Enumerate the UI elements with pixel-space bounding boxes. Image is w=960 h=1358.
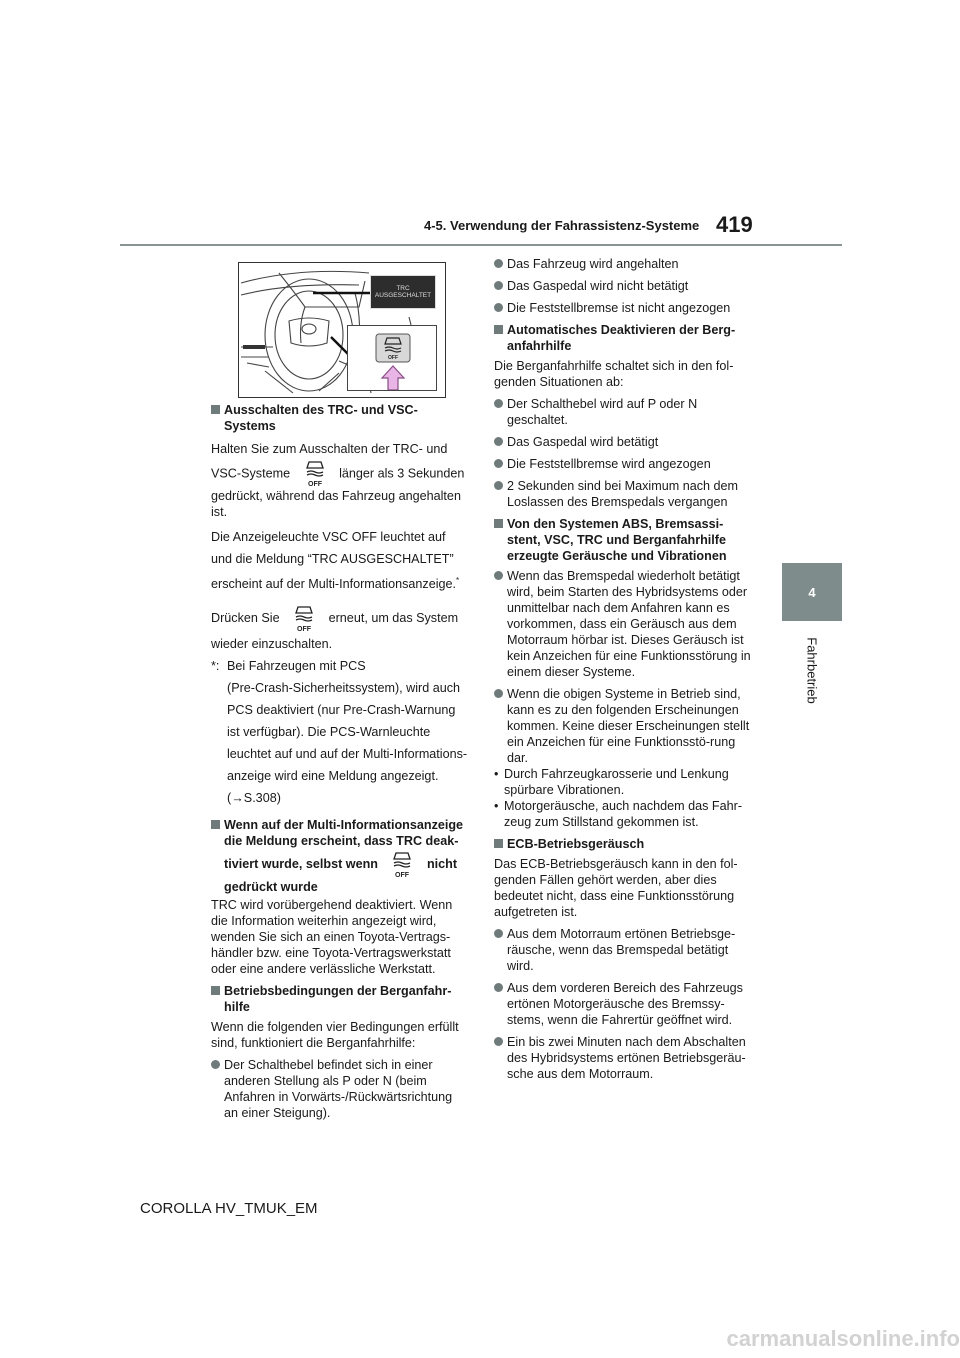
header-divider bbox=[120, 244, 842, 246]
svg-text:OFF: OFF bbox=[297, 625, 312, 633]
round-bullet-icon bbox=[494, 281, 503, 290]
list-item: Das Fahrzeug wird angehalten bbox=[494, 256, 754, 272]
paragraph: Drücken Sie OFF erneut, um das System bbox=[211, 603, 469, 633]
footer-model-code: COROLLA HV_TMUK_EM bbox=[140, 1200, 318, 1217]
square-bullet-icon bbox=[211, 405, 220, 414]
section-heading: Automatisches Deaktivieren der Berg-anfahrhilfe bbox=[494, 322, 754, 354]
paragraph: und die Meldung “TRC AUSGESCHALTET” bbox=[211, 552, 454, 566]
dashboard-illustration bbox=[238, 262, 446, 398]
list-item: Ein bis zwei Minuten nach dem Abschalten des Hybridsystems ertönen Betriebsgeräu-sche aus dem Motorraum. bbox=[494, 1034, 754, 1082]
square-bullet-icon bbox=[494, 325, 503, 334]
round-bullet-icon bbox=[211, 1060, 220, 1069]
round-bullet-icon bbox=[494, 929, 503, 938]
chapter-number: 4 bbox=[808, 584, 816, 600]
paragraph: Halten Sie zum Ausschalten der TRC- und bbox=[211, 442, 448, 456]
paragraph: VSC-Systeme OFF länger als 3 Sekunden bbox=[211, 460, 469, 488]
section-title: 4-5. Verwendung der Fahrassistenz-Systeme bbox=[424, 218, 700, 233]
chapter-label-text: Fahrbetrieb bbox=[804, 636, 820, 704]
section-heading: Betriebsbedingungen der Berganfahr-hilfe bbox=[211, 983, 469, 1015]
round-bullet-icon bbox=[494, 689, 503, 698]
paragraph: Die Berganfahrhilfe schaltet sich in den fol-genden Situationen ab: bbox=[494, 359, 734, 389]
footnote-lines: Bei Fahrzeugen mit PCS (Pre-Crash-Sicherheitssystem), wird auch PCS deaktiviert (nur Pre-Crash-Warnung ist verfügbar). Die PCS-Warnleuchte leuchtet auf und auf der Multi-Informations- anzeige wird eine Meldung angezeigt. (→S.308) bbox=[227, 655, 467, 809]
list-item: Die Feststellbremse ist nicht angezogen bbox=[494, 300, 754, 316]
paragraph: erscheint auf der Multi-Informationsanzeige.* bbox=[211, 576, 460, 592]
list-item: 2 Sekunden sind bei Maximum nach dem Loslassen des Bremspedals vergangen bbox=[494, 478, 754, 510]
section-heading-continued: gedrückt wurde bbox=[224, 880, 318, 895]
vsc-off-icon bbox=[387, 851, 417, 879]
page-number: 419 bbox=[716, 212, 753, 237]
switch-closeup-drawing bbox=[348, 326, 436, 390]
page-reference-link[interactable]: (→S.308) bbox=[227, 791, 281, 806]
left-column bbox=[211, 402, 469, 1127]
round-bullet-icon bbox=[494, 303, 503, 312]
vsc-off-icon bbox=[300, 460, 330, 488]
paragraph: Wenn die folgenden vier Bedingungen erfüllt sind, funktioniert die Berganfahrhilfe: bbox=[211, 1020, 459, 1051]
svg-text:OFF: OFF bbox=[307, 481, 322, 488]
sub-list-item: • Motorgeräusche, auch nachdem das Fahr-zeug zum Stillstand gekommen ist. bbox=[494, 799, 743, 829]
section-heading: Von den Systemen ABS, Bremsassi-stent, VSC, TRC und Berganfahrhilfe erzeugte Geräusche und Vibrationen bbox=[494, 516, 754, 564]
paragraph: TRC wird vorübergehend deaktiviert. Wenn die Information weiterhin angezeigt wird, wenden Sie sich an einen Toyota-Vertrags-händler bzw. eine Toyota-Vertragswerkstatt oder eine andere verlässliche Werkstatt. bbox=[211, 898, 453, 977]
list-item: Aus dem vorderen Bereich des Fahrzeugs ertönen Motorgeräusche des Bremssy-stems, wenn die Fahrertür geöffnet wird. bbox=[494, 980, 754, 1028]
round-bullet-icon bbox=[494, 983, 503, 992]
footnote: *: Bei Fahrzeugen mit PCS (Pre-Crash-Sicherheitssystem), wird auch PCS deaktiviert (nur Pre-Crash-Warnung ist verfügbar). Die PCS-Warnleuchte leuchtet auf und auf der Multi-Informations- anzeige wird eine Meldung angezeigt. (→S.308) bbox=[211, 655, 469, 809]
svg-text:OFF: OFF bbox=[395, 871, 410, 879]
round-bullet-icon bbox=[494, 437, 503, 446]
list-item: Die Feststellbremse wird angezogen bbox=[494, 456, 754, 472]
press-arrow-icon bbox=[382, 366, 404, 390]
list-item: Wenn das Bremspedal wiederholt betätigt wird, beim Starten des Hybridsystems oder unmittelbar nach dem Anfahren kann es vorkommen, dass ein Geräusch aus dem Motorraum hörbar ist. Dieses Geräusch ist kein Anzeichen für eine Funktionsstörung in einem dieser Systeme. bbox=[494, 568, 754, 680]
right-column bbox=[494, 256, 754, 1088]
section-heading: ECB-Betriebsgeräusch bbox=[494, 836, 754, 852]
round-bullet-icon bbox=[494, 399, 503, 408]
section-heading: Wenn auf der Multi-Informationsanzeige die Meldung erscheint, dass TRC deak- bbox=[211, 817, 469, 849]
section-heading: Ausschalten des TRC- und VSC-Systems bbox=[211, 402, 469, 434]
round-bullet-icon bbox=[494, 1037, 503, 1046]
list-item: Das Gaspedal wird nicht betätigt bbox=[494, 278, 754, 294]
watermark: carmanualsonline.info bbox=[726, 1326, 960, 1351]
paragraph: Das ECB-Betriebsgeräusch kann in den fol-genden Fällen gehört werden, aber dies bedeutet nicht, dass eine Funktionsstörung aufgetreten ist. bbox=[494, 857, 738, 919]
square-bullet-icon bbox=[494, 519, 503, 528]
list-item: Wenn die obigen Systeme in Betrieb sind, kann es zu den folgenden Erscheinungen kommen. Keine dieser Erscheinungen stellt ein Anzeichen für eine Funktionsstö-rung dar. bbox=[494, 686, 754, 766]
list-item: Der Schalthebel befindet sich in einer anderen Stellung als P oder N (beim Anfahren in Vorwärts-/Rückwärtsrichtung an einer Steigung). bbox=[211, 1057, 469, 1121]
list-item: Das Gaspedal wird betätigt bbox=[494, 434, 754, 450]
chapter-label bbox=[802, 630, 822, 710]
display-message: TRC AUSGESCHALTET bbox=[370, 275, 436, 309]
paragraph: gedrückt, während das Fahrzeug angehalten ist. bbox=[211, 489, 461, 519]
round-bullet-icon bbox=[494, 571, 503, 580]
section-heading-continued: tiviert wurde, selbst wenn OFF nicht bbox=[211, 849, 469, 879]
paragraph: wieder einzuschalten. bbox=[211, 637, 333, 652]
switch-closeup bbox=[347, 325, 437, 391]
list-item: Aus dem Motorraum ertönen Betriebsge-räusche, wenn das Bremspedal betätigt wird. bbox=[494, 926, 754, 974]
chapter-tab[interactable] bbox=[782, 563, 842, 621]
vsc-off-icon bbox=[289, 605, 319, 633]
paragraph: Die Anzeigeleuchte VSC OFF leuchtet auf bbox=[211, 530, 446, 544]
square-bullet-icon bbox=[211, 986, 220, 995]
square-bullet-icon bbox=[211, 820, 220, 829]
round-bullet-icon bbox=[494, 259, 503, 268]
square-bullet-icon bbox=[494, 839, 503, 848]
svg-text:OFF: OFF bbox=[388, 355, 398, 361]
round-bullet-icon bbox=[494, 459, 503, 468]
sub-list-item: • Durch Fahrzeugkarosserie und Lenkung spürbare Vibrationen. bbox=[494, 767, 729, 797]
round-bullet-icon bbox=[494, 481, 503, 490]
list-item: Der Schalthebel wird auf P oder N geschaltet. bbox=[494, 396, 754, 428]
